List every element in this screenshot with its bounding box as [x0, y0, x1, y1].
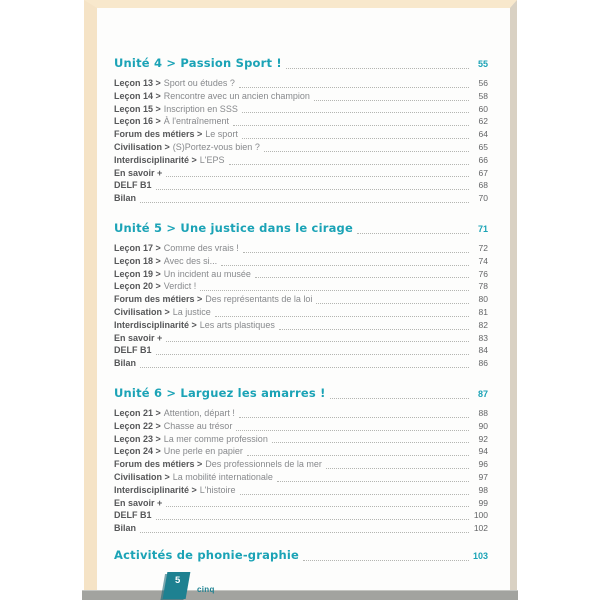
toc-row-page: 65: [478, 141, 488, 152]
toc-row-page: 67: [478, 167, 488, 178]
toc-row-page: 102: [473, 523, 488, 534]
toc-row-text: L'EPS: [199, 154, 225, 165]
toc-row-label: Forum des métiers >: [114, 129, 203, 140]
toc-section-page: 87: [477, 388, 488, 399]
toc-row: [114, 91, 488, 104]
toc-row-text: À l'entraînement: [163, 116, 230, 127]
dotted-leader: [247, 455, 469, 456]
toc-section-title: Unité 6 > Larguez les amarres !: [114, 385, 326, 400]
toc-row-label: Leçon 21 >: [114, 407, 161, 418]
toc-section-page: 71: [477, 223, 488, 234]
toc-row-label: Forum des métiers >: [114, 294, 203, 305]
toc-section-heading: [114, 548, 488, 565]
dotted-leader: [156, 189, 469, 190]
toc-row-label: Interdisciplinarité >: [114, 154, 197, 165]
dotted-leader: [240, 494, 469, 495]
toc-row-text: Les arts plastiques: [199, 319, 275, 330]
dotted-leader: [357, 233, 469, 234]
dotted-leader: [156, 519, 469, 520]
scan-table-edge: [82, 590, 518, 600]
toc-row: [114, 498, 488, 511]
toc-row-text: Attention, départ !: [163, 407, 235, 418]
toc-section-page: 55: [477, 59, 488, 69]
dotted-leader: [233, 125, 469, 126]
toc-row-label: Leçon 19 >: [114, 268, 161, 279]
toc-row: [114, 408, 488, 421]
page-number-word: cinq: [197, 585, 215, 594]
dotted-leader: [166, 341, 469, 342]
toc-row-label: En savoir +: [114, 497, 163, 508]
toc-row: [114, 523, 488, 536]
toc-row: [114, 168, 488, 181]
dotted-leader: [166, 506, 469, 507]
toc-row-label: En savoir +: [114, 332, 163, 343]
toc-row-page: 76: [478, 268, 488, 279]
dotted-leader: [239, 87, 469, 88]
toc-row: [114, 142, 488, 155]
dotted-leader: [140, 202, 469, 203]
toc-row: [114, 358, 488, 371]
toc-row-text: La mobilité internationale: [172, 471, 273, 482]
dotted-leader: [242, 112, 469, 113]
toc-section-title: Unité 4 > Passion Sport !: [114, 56, 282, 70]
toc-row-text: Rencontre avec un ancien champion: [163, 90, 310, 101]
toc-row-label: En savoir +: [114, 167, 163, 178]
toc-section-heading: [114, 386, 488, 403]
toc-row-page: 92: [478, 433, 488, 444]
dotted-leader: [330, 398, 469, 399]
dotted-leader: [326, 468, 469, 469]
toc-row-text: La justice: [172, 306, 211, 317]
toc-row-page: 100: [473, 510, 488, 521]
toc-row-text: Des représentants de la loi: [205, 294, 313, 305]
toc-row-text: Comme des vrais !: [163, 242, 239, 253]
toc-row: [114, 129, 488, 142]
toc-section: [114, 56, 488, 206]
toc-row-text: Sport ou études ?: [163, 78, 235, 88]
toc-row-page: 94: [478, 446, 488, 457]
toc-row-page: 64: [478, 129, 488, 140]
dotted-leader: [140, 532, 469, 533]
toc-row-label: Leçon 24 >: [114, 446, 161, 457]
toc-row-page: 66: [478, 154, 488, 165]
toc-row-label: Leçon 15 >: [114, 103, 161, 114]
dotted-leader: [215, 316, 469, 317]
toc-row: [114, 256, 488, 269]
toc-row-label: DELF B1: [114, 510, 152, 521]
toc-content: [114, 56, 488, 570]
dotted-leader: [200, 290, 469, 291]
toc-row-text: Verdict !: [163, 281, 197, 292]
dotted-leader: [239, 417, 469, 418]
toc-row: [114, 180, 488, 193]
toc-row-text: Inscription en SSS: [163, 103, 238, 114]
toc-row-text: Une perle en papier: [163, 446, 243, 457]
toc-row-page: 98: [478, 484, 488, 495]
toc-row: [114, 345, 488, 358]
toc-row: [114, 281, 488, 294]
toc-section-phonie-graphie: [114, 548, 488, 565]
dotted-leader: [236, 430, 469, 431]
toc-row-label: Leçon 14 >: [114, 90, 161, 101]
toc-row-page: 99: [478, 497, 488, 508]
toc-row-page: 83: [478, 332, 488, 343]
toc-row: [114, 333, 488, 346]
dotted-leader: [264, 151, 469, 152]
toc-row-text: Un incident au musée: [163, 268, 251, 279]
toc-row: [114, 193, 488, 206]
toc-row: [114, 459, 488, 472]
dotted-leader: [286, 68, 469, 69]
toc-row-page: 90: [478, 420, 488, 431]
toc-row-page: 68: [478, 180, 488, 191]
toc-row-label: Civilisation >: [114, 471, 170, 482]
toc-row-label: Civilisation >: [114, 141, 170, 152]
dotted-leader: [166, 176, 469, 177]
toc-row-text: La mer comme profession: [163, 433, 268, 444]
toc-row-page: 62: [478, 116, 488, 127]
toc-row-label: Leçon 22 >: [114, 420, 161, 431]
toc-row-text: L'histoire: [199, 484, 236, 495]
toc-section-rows: [114, 78, 488, 206]
toc-row-label: Interdisciplinarité >: [114, 484, 197, 495]
toc-row: [114, 294, 488, 307]
toc-section-title: Unité 5 > Une justice dans le cirage: [114, 220, 353, 235]
page-number-tab: [163, 572, 191, 599]
dotted-leader: [156, 354, 469, 355]
toc-row-label: Bilan: [114, 523, 137, 534]
toc-row-label: Leçon 16 >: [114, 116, 161, 127]
toc-row: [114, 78, 488, 91]
dotted-leader: [272, 442, 469, 443]
toc-row-page: 56: [478, 78, 488, 88]
toc-row-page: 96: [478, 459, 488, 470]
toc-row-label: Leçon 18 >: [114, 255, 161, 266]
toc-section-heading: [114, 56, 488, 73]
page-number: 5: [174, 575, 181, 586]
toc-row-label: DELF B1: [114, 180, 152, 191]
toc-row: [114, 421, 488, 434]
toc-row: [114, 155, 488, 168]
dotted-leader: [229, 164, 469, 165]
toc-row-label: Leçon 13 >: [114, 78, 161, 88]
dotted-leader: [221, 265, 469, 266]
toc-row-page: 81: [478, 306, 488, 317]
toc-row-label: Leçon 17 >: [114, 242, 161, 253]
toc-row-page: 88: [478, 407, 488, 418]
toc-sections: [114, 56, 488, 536]
toc-row-label: Bilan: [114, 193, 137, 204]
book-page: [84, 0, 517, 600]
toc-section: [114, 386, 488, 536]
dotted-leader: [242, 138, 469, 139]
toc-row-page: 78: [478, 281, 488, 292]
toc-row: [114, 116, 488, 129]
toc-row-text: Avec des si...: [163, 255, 218, 266]
toc-section-heading: [114, 221, 488, 238]
toc-row-page: 74: [478, 255, 488, 266]
dotted-leader: [314, 100, 469, 101]
toc-row-label: Forum des métiers >: [114, 459, 203, 470]
dotted-leader: [140, 367, 469, 368]
toc-row-label: Leçon 23 >: [114, 433, 161, 444]
toc-row: [114, 434, 488, 447]
toc-row: [114, 320, 488, 333]
dotted-leader: [255, 277, 469, 278]
toc-row-page: 58: [478, 90, 488, 101]
toc-row-page: 80: [478, 294, 488, 305]
toc-row-text: (S)Portez-vous bien ?: [172, 141, 260, 152]
toc-row-label: DELF B1: [114, 345, 152, 356]
toc-row-page: 84: [478, 345, 488, 356]
dotted-leader: [303, 560, 469, 561]
toc-row-label: Interdisciplinarité >: [114, 319, 197, 330]
toc-row-text: Le sport: [205, 129, 238, 140]
toc-section-rows: [114, 408, 488, 536]
toc-row-page: 82: [478, 319, 488, 330]
toc-row-label: Leçon 20 >: [114, 281, 161, 292]
toc-row: [114, 307, 488, 320]
toc-section-rows: [114, 243, 488, 371]
toc-section: [114, 221, 488, 371]
dotted-leader: [243, 252, 469, 253]
toc-row: [114, 510, 488, 523]
toc-row: [114, 243, 488, 256]
toc-row-text: Chasse au trésor: [163, 420, 233, 431]
toc-row: [114, 446, 488, 459]
toc-row-label: Bilan: [114, 358, 137, 369]
toc-row-page: 97: [478, 471, 488, 482]
toc-section-title: Activités de phonie-graphie: [114, 547, 300, 562]
toc-row: [114, 269, 488, 282]
toc-row-page: 86: [478, 358, 488, 369]
dotted-leader: [279, 329, 469, 330]
toc-row-label: Civilisation >: [114, 306, 170, 317]
toc-row-page: 72: [478, 242, 488, 253]
toc-section-page: 103: [472, 550, 488, 561]
toc-row-text: Des professionnels de la mer: [205, 459, 322, 470]
toc-row: [114, 472, 488, 485]
dotted-leader: [277, 481, 469, 482]
toc-row: [114, 485, 488, 498]
toc-row: [114, 104, 488, 117]
toc-row-page: 60: [478, 103, 488, 114]
dotted-leader: [316, 303, 469, 304]
toc-row-page: 70: [478, 193, 488, 204]
